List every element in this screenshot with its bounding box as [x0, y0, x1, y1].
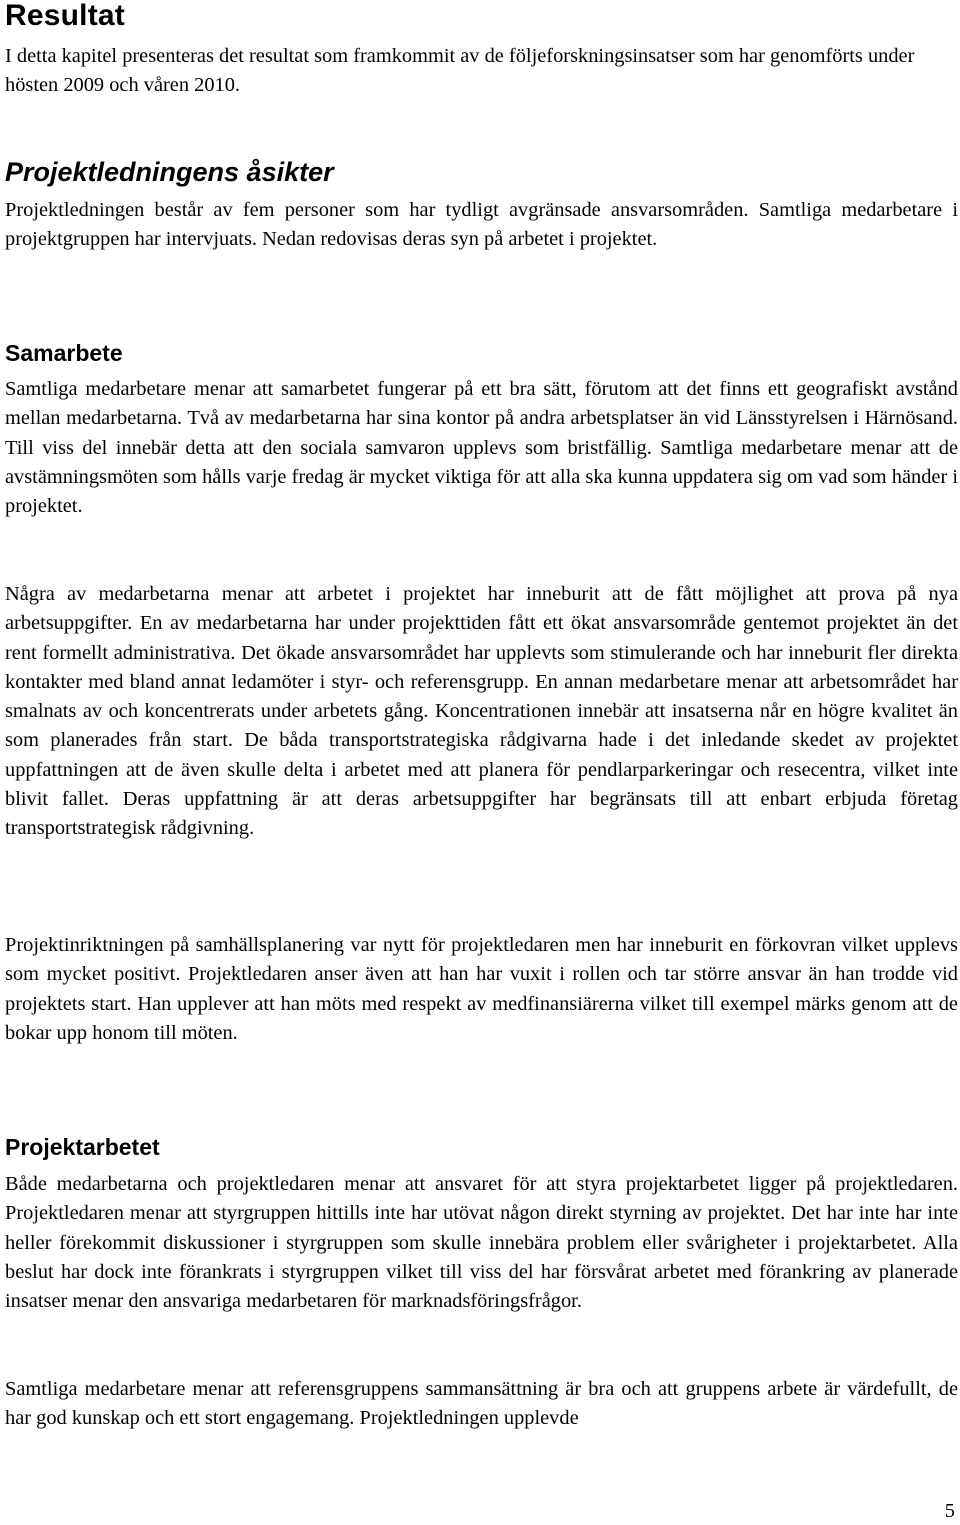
heading-samarbete: Samarbete — [5, 340, 123, 366]
samarbete-paragraph-2: Några av medarbetarna menar att arbetet i projektet har inneburit att de fått möjlighet att prova på nya arbetsuppgifter. En av medarbetarna har under projekttiden fått ett ökat ansvarsområde gentemot projektet än det rent formellt administrativa. Det ökade ansvarsområdet har upplevts som stimulerande och har inneburit fler direkta kontakter med bland annat ledamöter i styr- och referensgrupp. En annan medarbetare menar att arbetsområdet har smalnats av och koncentrerats under arbetets gång. Koncentrationen innebär att insatserna når en högre kvalitet än som planerades från start. De båda transportstrategiska rådgivarna hade i det inledande skedet av projektet uppfattningen att de även skulle delta i arbetet med att planera för pendlarparkeringar och resecentra, vilket inte blivit fallet. Deras uppfattning är att deras arbetsuppgifter har begränsats till att enbart erbjuda företag transportstrategisk rådgivning. — [5, 583, 958, 840]
page-number: 5 — [944, 1500, 955, 1522]
projektarbetet-paragraph-1: Både medarbetarna och projektledaren menar att ansvaret för att styra projektarbetet ligger på projektledaren. Projektledaren menar att styrgruppen hittills inte har utövat någon direkt styrning av projektet. Det har inte har inte heller förekommit diskussioner i styrgruppen som skulle innebära problem eller svårigheter i projektarbetet. Alla beslut har dock inte förankrats i styrgruppen vilket till viss del har försvårat arbetet med förankring av planerade insatser menar den ansvariga medarbetaren för marknadsföringsfrågor. — [5, 1173, 958, 1313]
samarbete-paragraph-3: Projektinriktningen på samhällsplanering var nytt för projektledaren men har inneburit en förkovran vilket upplevs som mycket positivt. Projektledaren anser även att han har vuxit i rollen och tar större ansvar än han trodde vid projektets start. Han upplever att han möts med respekt av medfinansiärerna vilket till exempel märks genom att de bokar upp honom till möten. — [5, 934, 958, 1044]
heading-projektarbetet: Projektarbetet — [5, 1134, 160, 1160]
intro-paragraph: I detta kapitel presenteras det resultat som framkommit av de följeforskningsinsatser som har genomförts under hösten 2009 och våren 2010. — [5, 45, 915, 97]
projektledning-paragraph: Projektledningen består av fem personer som har tydligt avgränsade ansvarsområden. Samtliga medarbetare i projektgruppen har intervjuats. Nedan redovisas deras syn på arbetet i projektet. — [5, 199, 958, 251]
samarbete-paragraph-1: Samtliga medarbetare menar att samarbetet fungerar på ett bra sätt, förutom att det finns ett geografiskt avstånd mellan medarbetarna. Två av medarbetarna har sina kontor på andra arbetsplatser än vid Länsstyrelsen i Härnösand. Till viss del innebär detta att den sociala samvaron upplevs som bristfällig. Samtliga medarbetare menar att de avstämningsmöten som hålls varje fredag är mycket viktiga för att alla ska kunna uppdatera sig om vad som händer i projektet. — [5, 378, 958, 518]
heading-resultat: Resultat — [5, 0, 125, 32]
heading-projektledningens-asikter: Projektledningens åsikter — [5, 157, 334, 187]
projektarbetet-paragraph-2: Samtliga medarbetare menar att referensgruppens sammansättning är bra och att gruppens arbete är värdefullt, de har god kunskap och ett stort engagemang. Projektledningen upplevde — [5, 1378, 958, 1430]
